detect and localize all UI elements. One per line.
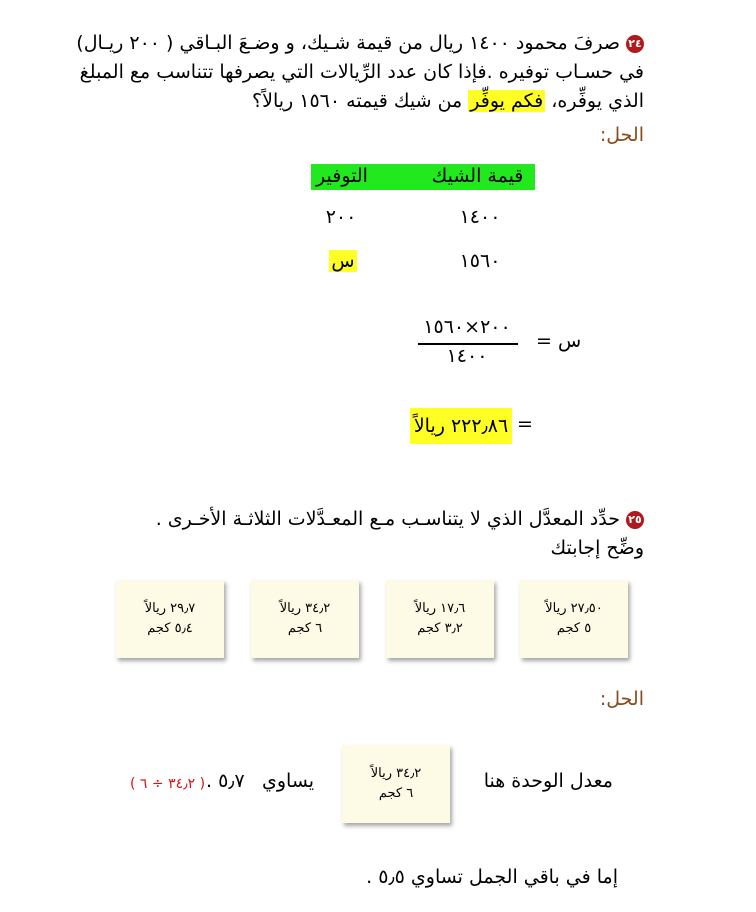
equals-word: يساوي [262,770,315,792]
q25-line-1 [44,504,644,534]
q24-text-3a: الذي يوفِّره، [551,90,644,112]
q24-text-3b: من شيك قيمته ١٥٦٠ ريالاً؟ [252,90,463,112]
rate-card-weight: ٦ كجم [378,786,414,801]
rate-card-1 [520,580,628,658]
table-header-check-value: قيمة الشيك [431,165,524,187]
rate-card-3 [251,580,359,658]
q24-solution-label: الحل: [599,124,644,146]
unit-rate-label: معدل الوحدة هنا [483,770,613,792]
equation-numerator: ٢٠٠×١٥٦٠ [423,316,511,338]
rate-card-4 [116,580,224,658]
rate-card-weight: ٣٫٢ كجم [417,621,463,636]
result-equals: = [517,413,533,435]
q25-line-2: وضِّح إجابتك [550,537,644,559]
table-header-saving: التوفير [316,165,368,187]
q25-text-1: حدِّد المعدَّل الذي لا يتناسـب مـع المعـدَّلات الثلاثـة الأخـرى . [155,508,620,530]
unit-rate-card [342,745,450,823]
q24-line-1 [44,28,644,58]
q24-text-1: صرفَ محمود ١٤٠٠ ريال من قيمة شـيك، و وضـعَ البـاقي ( ٢٠٠ ريـال) [76,32,620,54]
question-number-badge: ٢٤ [626,35,644,53]
q24-highlight-question: فكم يوفِّر [470,90,544,112]
rate-card-weight: ٥ كجم [556,621,592,636]
calculation-note: ( ٣٤٫٢ ÷ ٦ ) [130,776,206,792]
question-number-badge: ٢٥ [626,511,644,529]
table-row1-saving: ٢٠٠ [325,206,357,228]
q24-line-2: في حسـاب توفيره .فإذا كان عدد الرِّيالات التي يصرفها تتناسب مع المبلغ [79,61,644,83]
rate-card-price: ٢٧٫٥٠ ريالاً [545,601,603,616]
final-statement: إما في باقي الجمل تساوي ٥٫٥ . [366,866,618,888]
rate-card-weight: ٥٫٤ كجم [147,621,193,636]
table-row2-saving: س [331,250,355,272]
table-row2-saving-wrap [329,250,357,272]
result-value: ٢٢٢٫٨٦ ريالاً [410,408,512,444]
table-row2-check: ١٥٦٠ [459,250,501,272]
rate-card-weight: ٦ كجم [287,621,323,636]
equation-denominator: ١٤٠٠ [446,345,488,367]
rate-card-price: ٣٤٫٢ ريالاً [279,601,331,616]
q24-line-3 [44,86,644,116]
q25-solution-label: الحل: [599,688,644,710]
equation-lhs: س = [536,330,582,352]
rate-card-2 [386,580,494,658]
rate-card-price: ٣٤٫٢ ريالاً [370,766,422,781]
rate-card-price: ٢٩٫٧ ريالاً [144,601,196,616]
table-row1-check: ١٤٠٠ [459,206,501,228]
rate-card-price: ١٧٫٦ ريالاً [414,601,466,616]
unit-rate-value: ٥٫٧ . [206,770,245,792]
